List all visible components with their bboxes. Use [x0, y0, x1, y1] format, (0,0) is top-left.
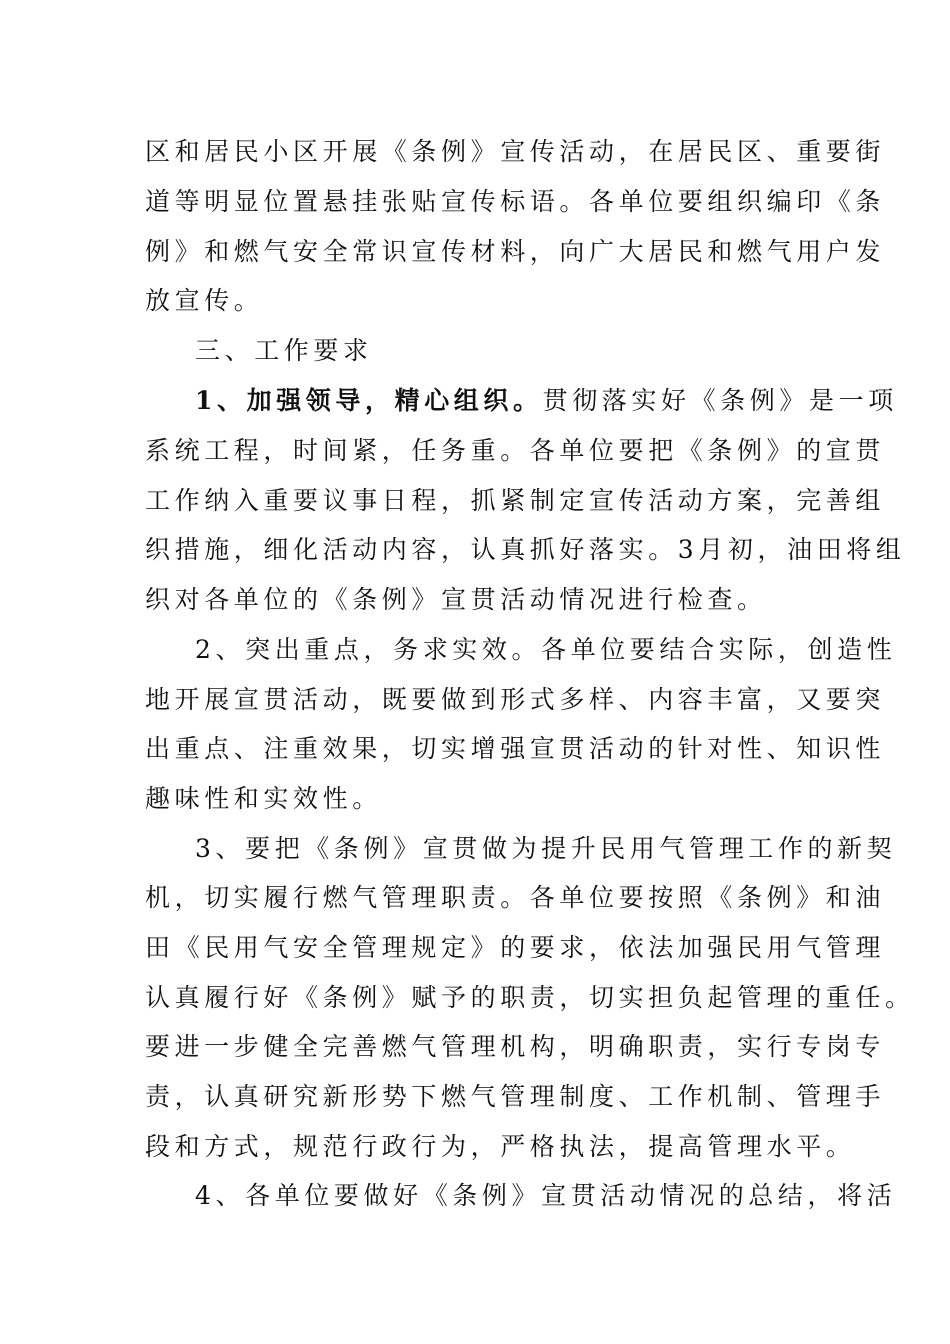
text-line: 机，切实履行燃气管理职责。各单位要按照《条例》和油: [145, 883, 886, 912]
text-line: 3、要把《条例》宣贯做为提升民用气管理工作的新契: [195, 834, 897, 863]
text-line: 田《民用气安全管理规定》的要求，依法加强民用气管理: [145, 933, 886, 962]
text-line: 4、各单位要做好《条例》宣贯活动情况的总结，将活: [195, 1181, 897, 1210]
text-line: 责，认真研究新形势下燃气管理制度、工作机制、管理手: [145, 1082, 886, 1111]
item-1-bold-heading: 1、加强领导，精心组织。: [195, 386, 543, 415]
item-1-text: 贯彻落实好《条例》是一项: [542, 386, 898, 415]
item-1-first-line: [195, 383, 898, 419]
text-line: 要进一步健全完善燃气管理机构，明确职责，实行专岗专: [145, 1032, 886, 1061]
text-line: 系统工程，时间紧，任务重。各单位要把《条例》的宣贯: [145, 436, 886, 465]
text-line: 趣味性和实效性。: [145, 784, 382, 813]
text-line: 认真履行好《条例》赋予的职责，切实担负起管理的重任。: [145, 983, 915, 1012]
text-line: 织措施，细化活动内容，认真抓好落实。3月初，油田将组: [145, 535, 906, 564]
text-line: 工作纳入重要议事日程，抓紧制定宣传活动方案，完善组: [145, 486, 886, 515]
text-line: 例》和燃气安全常识宣传材料，向广大居民和燃气用户发: [145, 237, 886, 266]
text-line: 2、突出重点，务求实效。各单位要结合实际，创造性: [195, 635, 897, 664]
section-heading: 三、工作要求: [195, 336, 373, 365]
text-line: 出重点、注重效果，切实增强宣贯活动的针对性、知识性: [145, 734, 886, 763]
text-line: 道等明显位置悬挂张贴宣传标语。各单位要组织编印《条: [145, 187, 886, 216]
text-line: 地开展宣贯活动，既要做到形式多样、内容丰富，又要突: [145, 685, 886, 714]
text-line: 放宣传。: [145, 286, 264, 315]
text-line: 织对各单位的《条例》宣贯活动情况进行检查。: [145, 585, 767, 614]
text-line: 区和居民小区开展《条例》宣传活动，在居民区、重要街: [145, 137, 886, 166]
text-line: 段和方式，规范行政行为，严格执法，提高管理水平。: [145, 1132, 856, 1161]
